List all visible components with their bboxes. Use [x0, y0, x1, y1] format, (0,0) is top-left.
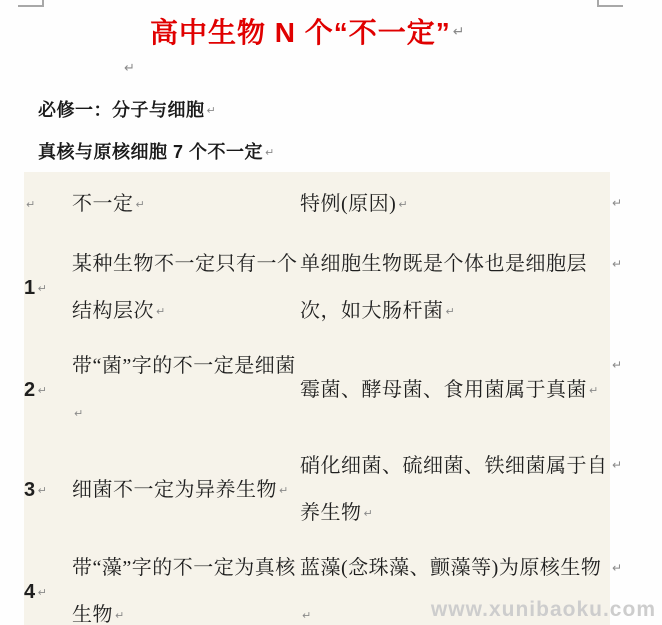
example-cell-text: 单细胞生物既是个体也是细胞层次，如大肠杆菌: [300, 253, 587, 322]
notes-table: [24, 172, 610, 625]
paragraph-mark-icon: ↵: [37, 483, 47, 497]
watermark: www.xunibaoku.com: [430, 598, 656, 621]
row-end-mark-icon: ↵: [612, 458, 623, 472]
paragraph-mark-icon: ↵: [279, 483, 289, 497]
paragraph-mark-icon: ↵: [37, 585, 47, 599]
table-row: [24, 440, 610, 540]
row-number-cell-text: 4: [24, 580, 36, 603]
claim-cell: [72, 540, 300, 625]
paragraph-mark-icon: ↵: [206, 104, 216, 117]
row-number-cell: [24, 340, 72, 440]
example-cell: [300, 236, 610, 340]
claim-cell-text: 带“藻”字的不一定为真核生物: [72, 557, 296, 625]
heading-required-module-text: 必修一：分子与细胞: [38, 100, 205, 120]
table-header-row: [24, 172, 610, 236]
header-claim-cell: [72, 172, 300, 236]
claim-cell: [72, 440, 300, 540]
claim-cell: [72, 236, 300, 340]
table-row: [24, 236, 610, 340]
header-example-label: 特例(原因): [300, 192, 397, 215]
row-end-mark-icon: ↵: [612, 358, 623, 372]
heading-table-intro: [38, 138, 274, 164]
example-cell-text: 霉菌、酵母菌、食用菌属于真菌: [300, 378, 587, 401]
page-boundary-mark-left-icon: [18, 0, 44, 7]
heading-required-module: [38, 96, 216, 122]
row-end-mark-icon: ↵: [612, 196, 623, 210]
row-number-cell: [24, 440, 72, 540]
paragraph-mark-icon: ↵: [74, 407, 84, 420]
claim-cell: [72, 340, 300, 440]
table-row: [24, 340, 610, 440]
paragraph-mark-icon: ↵: [26, 197, 36, 211]
paragraph-mark-icon: ↵: [363, 507, 373, 520]
row-number-cell-text: 1: [24, 276, 36, 299]
notes-table-background: [24, 172, 610, 625]
header-number-cell: [24, 172, 72, 236]
header-claim-label: 不一定: [72, 192, 134, 215]
paragraph-mark-icon: ↵: [398, 197, 408, 211]
heading-table-intro-text: 真核与原核细胞 7 个不一定: [38, 142, 264, 162]
paragraph-mark-icon: ↵: [445, 305, 455, 318]
page-boundary-mark-right-icon: [597, 0, 623, 7]
row-number-cell: [24, 236, 72, 340]
example-cell-text: 硝化细菌、硫细菌、铁细菌属于自养生物: [300, 455, 608, 524]
paragraph-mark-icon: ↵: [135, 197, 145, 211]
row-end-mark-icon: ↵: [612, 257, 623, 271]
example-cell-text: 蓝藻(念珠藻、颤藻等)为原核生物: [300, 557, 602, 579]
claim-cell-text: 某种生物不一定只有一个结构层次: [72, 253, 298, 322]
row-number-cell-text: 2: [24, 378, 36, 401]
paragraph-mark-icon: ↵: [452, 24, 465, 40]
paragraph-mark-icon: ↵: [265, 146, 275, 159]
claim-cell-text: 带“菌”字的不一定是细菌: [72, 355, 296, 377]
paragraph-mark-icon: ↵: [589, 383, 599, 397]
paragraph-mark-icon: ↵: [115, 609, 125, 622]
paragraph-mark-icon: ↵: [156, 305, 166, 318]
paragraph-mark-icon: ↵: [302, 609, 312, 622]
row-number-cell: [24, 540, 72, 625]
paragraph-mark-icon: ↵: [37, 281, 47, 295]
page-title-text: 高中生物 N 个“不一定”: [150, 17, 451, 48]
claim-cell-text: 细菌不一定为异养生物: [72, 478, 277, 501]
example-cell: [300, 340, 610, 440]
page-title: [150, 11, 465, 51]
row-number-cell-text: 3: [24, 478, 36, 501]
row-end-mark-icon: ↵: [612, 561, 623, 575]
header-example-cell: [300, 172, 610, 236]
paragraph-mark-icon: ↵: [124, 61, 135, 76]
example-cell: [300, 440, 610, 540]
paragraph-mark-icon: ↵: [37, 383, 47, 397]
